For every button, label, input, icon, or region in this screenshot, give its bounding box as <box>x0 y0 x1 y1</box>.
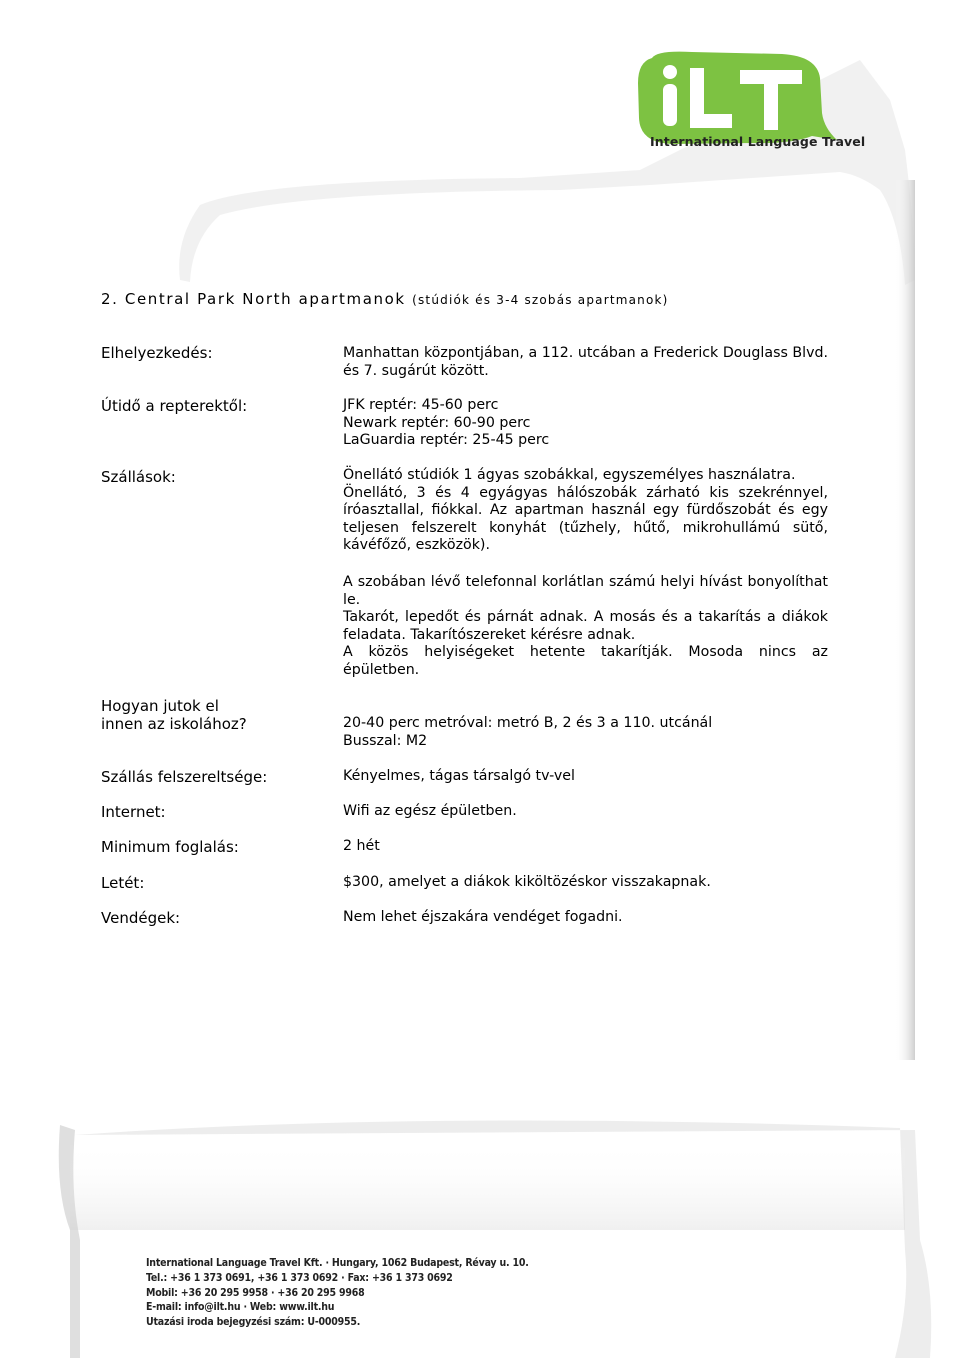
accommodation-line: Takarót, lepedőt és párnát adnak. A mosás és a takarítás a diákok feladata. Takarítószereket kérésre adnak. <box>343 609 828 643</box>
airport-line: JFK reptér: 45-60 perc <box>343 397 499 413</box>
footer-mobile: Mobil: +36 20 295 9958 · +36 20 295 9968 <box>146 1286 365 1299</box>
commute-line: Busszal: M2 <box>343 732 428 749</box>
label-guests: Vendégek: <box>101 909 181 927</box>
title-sub: (stúdiók és 3-4 szobás apartmanok) <box>412 293 669 307</box>
footer-contact <box>146 1256 529 1330</box>
label-minimum: Minimum foglalás: <box>101 838 239 856</box>
commute-line: 20-40 perc metróval: metró B, 2 és 3 a 110. utcánál <box>343 715 713 731</box>
value-accommodation <box>343 467 828 555</box>
value-deposit: $300, amelyet a diákok kiköltözéskor visszakapnak. <box>343 874 711 890</box>
value-internet: Wifi az egész épületben. <box>343 803 517 819</box>
label-deposit: Letét: <box>101 874 145 892</box>
value-location <box>343 345 828 380</box>
value-guests: Nem lehet éjszakára vendéget fogadni. <box>343 909 623 925</box>
label-commute: Hogyan jutok el innen az iskolához? <box>101 697 247 733</box>
accommodation-line: Önellátó, 3 és 4 egyágyas hálószobák zárható kis szekrénnyel, íróasztallal, fiókkal. Az apartman használ egy fürdőszobát és egy teljesen felszerelt konyhát (tűzhely, hűtő, mikrohullámú sütő, kávéfőző, eszközök). <box>343 484 828 553</box>
accommodation-line: A közös helyiségeket hetente takarítják. Mosoda nincs az épületben. <box>343 644 828 678</box>
label-airport: Útidő a repterektől: <box>101 397 248 415</box>
value-minimum: 2 hét <box>343 838 380 854</box>
value-facilities: Kényelmes, tágas társalgó tv-vel <box>343 768 575 784</box>
accommodation-line: A szobában lévő telefonnal korlátlan számú helyi hívást bonyolíthat le. <box>343 574 828 608</box>
logo-tagline: International Language Travel <box>650 134 866 149</box>
label-facilities: Szállás felszereltsége: <box>101 768 268 786</box>
airport-line: Newark reptér: 60-90 perc <box>343 414 531 431</box>
value-accommodation-extra <box>343 574 828 679</box>
label-location: Elhelyezkedés: <box>101 344 213 362</box>
footer-phone: Tel.: +36 1 373 0691, +36 1 373 0692 · Fax: +36 1 373 0692 <box>146 1271 453 1284</box>
airport-line: LaGuardia reptér: 25-45 perc <box>343 432 550 448</box>
section-title <box>101 290 669 308</box>
footer-email-web: E-mail: info@ilt.hu · Web: www.ilt.hu <box>146 1301 335 1314</box>
title-main: 2. Central Park North apartmanok <box>101 290 406 308</box>
label-internet: Internet: <box>101 803 166 821</box>
footer-company: International Language Travel Kft. · Hungary, 1062 Budapest, Révay u. 10. <box>146 1257 529 1269</box>
footer-registration: Utazási iroda bejegyzési szám: U-000955. <box>146 1316 361 1329</box>
value-commute <box>343 715 828 750</box>
value-airport <box>343 397 828 450</box>
label-accommodation: Szállások: <box>101 468 176 486</box>
accommodation-line: Önellátó stúdiók 1 ágyas szobákkal, egyszemélyes használatra. <box>343 467 796 483</box>
location-line: Manhattan központjában, a 112. utcában a Frederick Douglass Blvd. és 7. sugárút között. <box>343 345 828 379</box>
